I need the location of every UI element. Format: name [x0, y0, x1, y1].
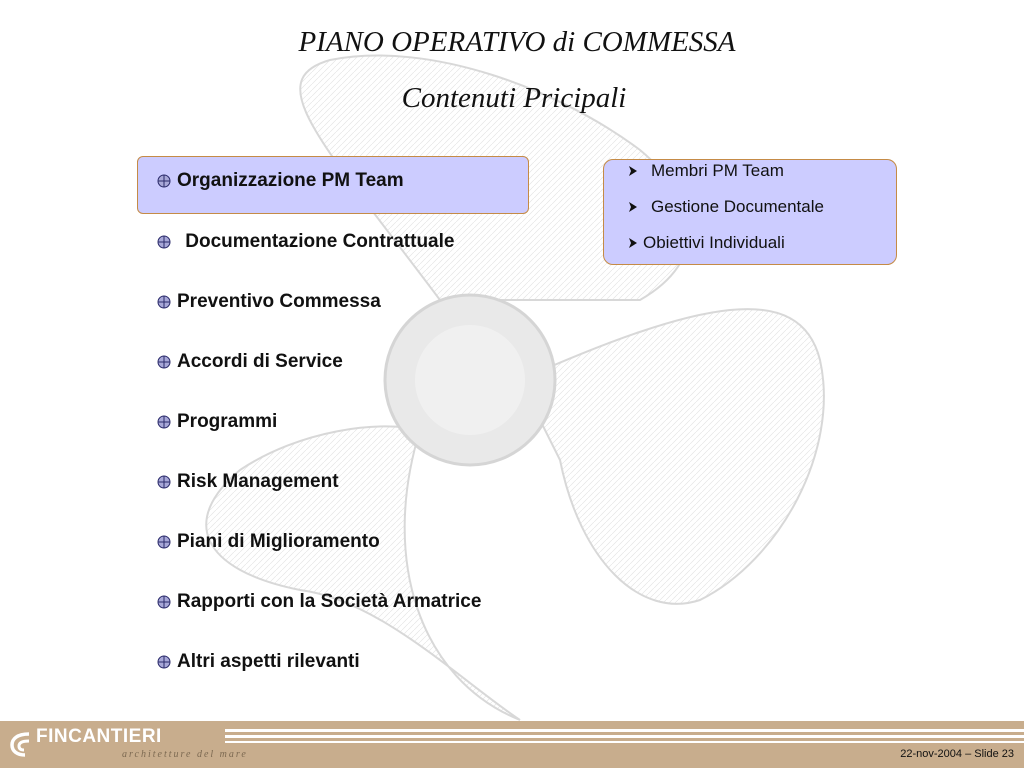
menu-item-organizzazione[interactable]	[157, 170, 404, 192]
page-title: PIANO OPERATIVO di COMMESSA	[298, 26, 736, 58]
circle-cross-icon	[157, 174, 171, 188]
circle-cross-icon	[157, 415, 171, 429]
menu-item-label: Organizzazione PM Team	[177, 170, 404, 191]
menu-item-label: Rapporti con la Società Armatrice	[177, 591, 482, 612]
menu-item-label: Documentazione Contrattuale	[180, 231, 455, 252]
circle-cross-icon	[157, 595, 171, 609]
menu-item-label: Accordi di Service	[177, 351, 343, 372]
submenu-item-membri[interactable]	[627, 161, 784, 181]
footer-stripes	[225, 727, 1024, 745]
menu-item-label: Preventivo Commessa	[177, 291, 381, 312]
arrow-right-icon	[627, 165, 639, 177]
circle-cross-icon	[157, 355, 171, 369]
menu-item-label: Programmi	[177, 411, 278, 432]
menu-item-label: Altri aspetti rilevanti	[177, 651, 360, 672]
menu-item-programmi[interactable]	[157, 411, 277, 433]
company-tagline: architetture del mare	[122, 749, 248, 760]
menu-item-preventivo[interactable]	[157, 291, 381, 313]
menu-item-label: Piani di Miglioramento	[177, 531, 380, 552]
menu-item-documentazione[interactable]	[157, 231, 454, 253]
menu-item-risk[interactable]	[157, 471, 339, 493]
submenu-item-label: Membri PM Team	[651, 161, 784, 180]
menu-item-label: Risk Management	[177, 471, 339, 492]
circle-cross-icon	[157, 235, 171, 249]
circle-cross-icon	[157, 655, 171, 669]
submenu-item-obiettivi[interactable]	[627, 233, 785, 253]
circle-cross-icon	[157, 295, 171, 309]
slide-info: 22-nov-2004 – Slide 23	[900, 748, 1014, 760]
submenu-item-gestione[interactable]	[627, 197, 824, 217]
menu-item-piani[interactable]	[157, 531, 380, 553]
submenu-item-label: Obiettivi Individuali	[643, 233, 785, 252]
submenu-item-label: Gestione Documentale	[651, 197, 824, 216]
arrow-right-icon	[627, 237, 639, 249]
circle-cross-icon	[157, 535, 171, 549]
menu-item-rapporti[interactable]	[157, 591, 481, 613]
circle-cross-icon	[157, 475, 171, 489]
menu-item-accordi[interactable]	[157, 351, 343, 373]
company-logo-text: FINCANTIERI	[36, 726, 162, 747]
menu-item-altri[interactable]	[157, 651, 360, 673]
arrow-right-icon	[627, 201, 639, 213]
page-subtitle: Contenuti Pricipali	[401, 82, 627, 114]
fincantieri-logo-icon	[9, 731, 33, 757]
